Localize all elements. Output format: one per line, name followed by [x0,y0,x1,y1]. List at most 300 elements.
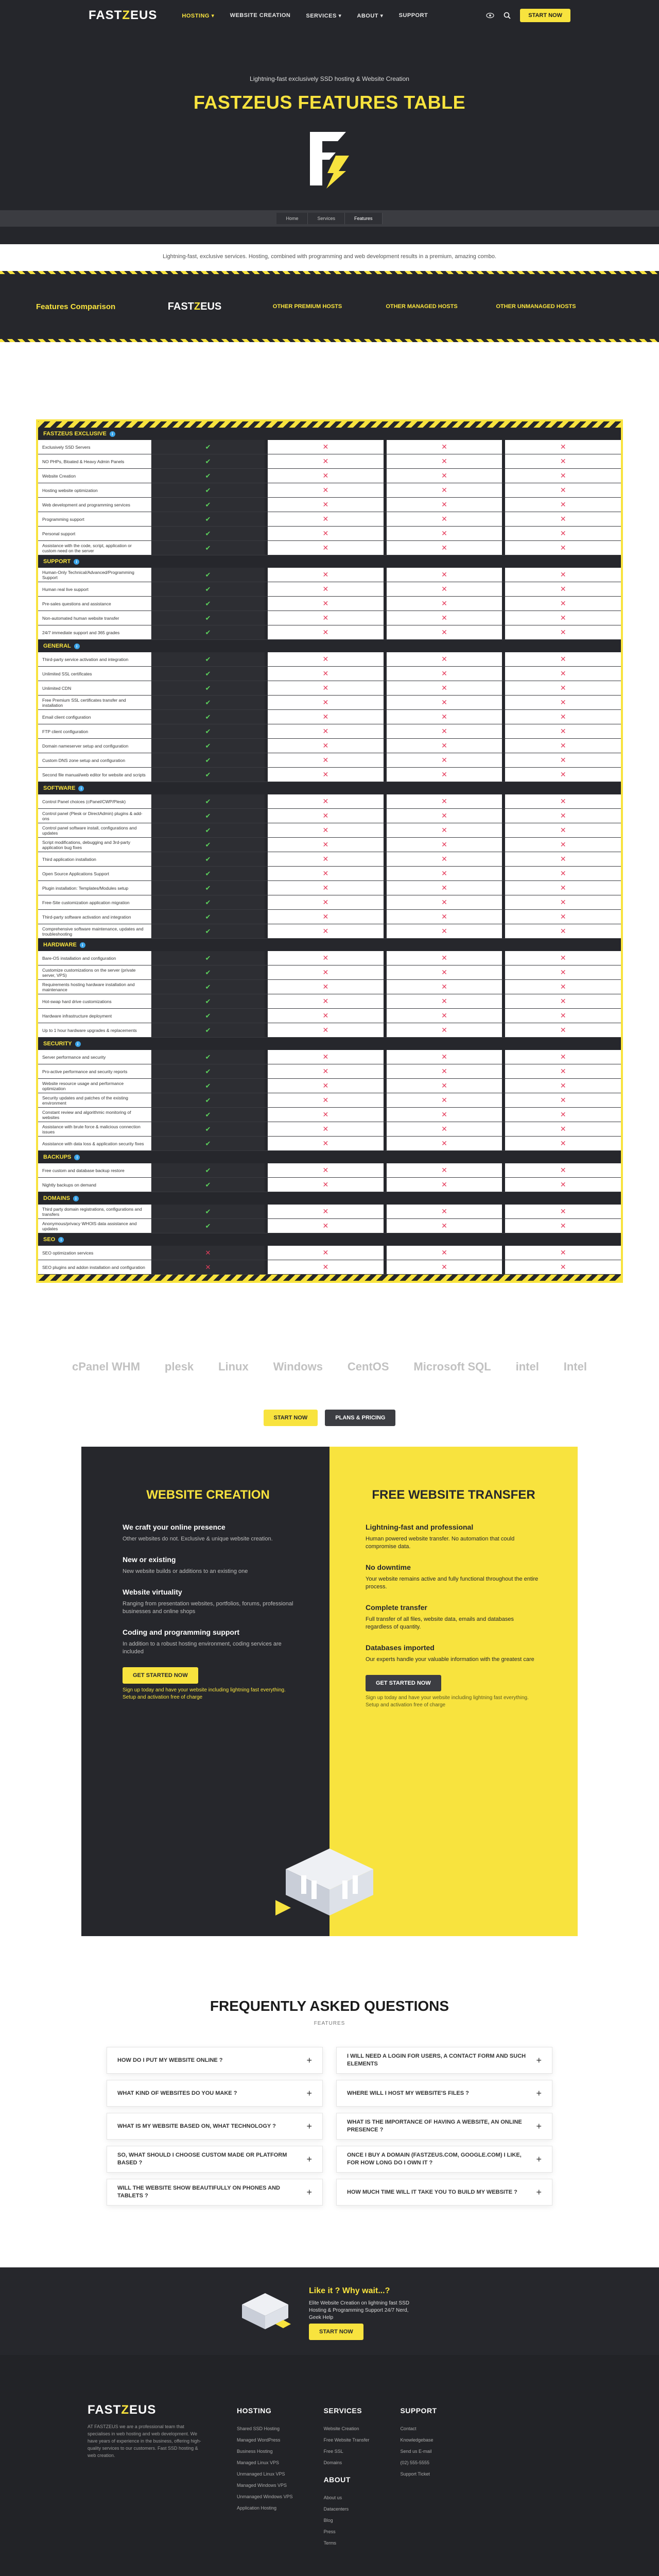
cross-icon: ✕ [502,1050,621,1064]
check-icon: ✔ [151,910,265,924]
feature-label: Third-party software activation and integration [38,910,151,924]
cross-icon: ✕ [384,965,502,979]
footer-link[interactable]: Send us E-mail [400,2449,432,2454]
cross-icon: ✕ [265,625,384,639]
check-icon: ✔ [151,541,265,555]
faq-item[interactable] [107,2113,323,2140]
table-hazard-top [38,421,621,428]
feature-label: Free custom and database backup restore [38,1163,151,1177]
cross-icon: ✕ [265,1093,384,1107]
section-title: DOMAINS [43,1195,70,1201]
feature-label: 24/7 immediate support and 365 grades [38,625,151,639]
info-icon[interactable]: i [80,942,85,948]
hero-title: FASTZEUS FEATURES TABLE [193,92,466,113]
breadcrumb-services[interactable]: Services [308,213,345,224]
feature-label: Third application installation [38,852,151,866]
feature-label: SEO plugins and addon installation and configuration [38,1260,151,1274]
cross-icon: ✕ [265,681,384,695]
feature-label: SEO optimization services [38,1246,151,1260]
feature-label: Free Premium SSL certificates transfer and installation [38,696,151,709]
table-row [38,1122,621,1137]
cross-icon: ✕ [384,794,502,808]
cross-icon: ✕ [502,527,621,540]
footer-link[interactable]: Domains [323,2460,342,2465]
cross-icon: ✕ [265,527,384,540]
table-row [38,498,621,512]
table-row [38,852,621,867]
cross-icon: ✕ [384,1246,502,1260]
cross-icon: ✕ [265,1178,384,1192]
cross-icon: ✕ [265,852,384,866]
menu-item-services[interactable]: SERVICES ▾ [306,12,342,19]
cross-icon: ✕ [502,924,621,938]
info-icon[interactable]: i [74,559,79,565]
creation-heading-4: Coding and programming support [123,1628,240,1636]
faq-item[interactable] [107,2080,323,2107]
breadcrumb-home[interactable]: Home [276,213,308,224]
section-header [38,1192,621,1205]
transfer-text-1: Human powered website transfer. No automation that could compromise data. [366,1536,515,1550]
cross-icon: ✕ [265,794,384,808]
cross-icon: ✕ [151,1260,265,1274]
faq-subtitle: FEATURES [314,2021,345,2026]
cross-icon: ✕ [265,469,384,483]
cross-icon: ✕ [384,809,502,823]
table-row [38,1108,621,1122]
cross-icon: ✕ [384,541,502,555]
cross-icon: ✕ [265,910,384,924]
section-header [38,1038,621,1050]
plus-icon[interactable]: + [536,2121,542,2131]
check-icon: ✔ [151,512,265,526]
table-row [38,597,621,611]
table-row [38,1079,621,1093]
cross-icon: ✕ [502,1163,621,1177]
cross-icon: ✕ [502,1219,621,1233]
section-title: SOFTWARE [43,785,76,791]
cross-icon: ✕ [502,454,621,468]
feature-label: Script modifications, debugging and 3rd-party application bug fixes [38,838,151,852]
section-header [38,939,621,951]
check-icon: ✔ [151,1064,265,1078]
cross-icon: ✕ [502,1178,621,1192]
check-icon: ✔ [151,895,265,909]
comparison-header [0,274,659,339]
feature-label: Human real live support [38,582,151,596]
feature-label: Customize customizations on the server (private server, VPS) [38,965,151,979]
cross-icon: ✕ [384,469,502,483]
footer-link[interactable]: Terms [323,2540,337,2546]
cross-icon: ✕ [265,710,384,724]
footer-link[interactable]: Shared SSD Hosting [237,2426,280,2431]
plus-icon[interactable]: + [306,2187,312,2197]
cross-icon: ✕ [265,994,384,1008]
faq-question: WHAT IS MY WEBSITE BASED ON, WHAT TECHNOLOGY ? [117,2123,276,2129]
transfer-get-started-button[interactable]: GET STARTED NOW [366,1675,441,1691]
table-row [38,1093,621,1108]
cross-icon: ✕ [502,597,621,611]
check-icon: ✔ [151,852,265,866]
footer-link[interactable]: (02) 555-5555 [400,2460,429,2465]
footer-link[interactable]: Contact [400,2426,417,2431]
cross-icon: ✕ [384,980,502,994]
cross-icon: ✕ [265,541,384,555]
start-now-button-2[interactable]: START NOW [264,1410,318,1426]
info-icon[interactable]: i [78,786,84,791]
cross-icon: ✕ [384,1009,502,1023]
faq-question: ONCE I BUY A DOMAIN (FASTZEUS.COM, GOOGLE.COM) I LIKE, FOR HOW LONG DO I OWN IT ? [347,2152,522,2166]
table-row [38,994,621,1009]
cta-title: Like it ? Why wait...? [309,2286,390,2295]
cross-icon: ✕ [265,568,384,582]
cross-icon: ✕ [502,696,621,709]
footer-link[interactable]: Business Hosting [237,2449,273,2454]
feature-label: Pro-active performance and security reports [38,1064,151,1078]
plus-icon[interactable]: + [536,2055,542,2065]
feature-label: Human-Only Technical/Advanced/Programming Support [38,568,151,582]
transfer-heading-1: Lightning-fast and professional [366,1523,474,1531]
table-body [38,428,621,1275]
check-icon: ✔ [151,1163,265,1177]
cross-icon: ✕ [502,739,621,753]
faq-item[interactable] [336,2179,552,2206]
plus-icon[interactable]: + [306,2055,312,2065]
check-icon: ✔ [151,809,265,823]
table-row [38,823,621,838]
footer-col-hosting [237,2406,293,2549]
table-row [38,1050,621,1064]
cross-icon: ✕ [502,881,621,895]
cross-icon: ✕ [265,1050,384,1064]
transfer-heading-4: Databases imported [366,1643,435,1652]
cross-icon: ✕ [384,611,502,625]
check-icon: ✔ [151,1108,265,1122]
table-row [38,512,621,527]
table-row [38,541,621,555]
cross-icon: ✕ [384,1163,502,1177]
cta-start-now-button[interactable]: START NOW [309,2324,363,2340]
cross-icon: ✕ [502,980,621,994]
cross-icon: ✕ [384,625,502,639]
cross-icon: ✕ [265,454,384,468]
cross-icon: ✕ [265,667,384,681]
table-row [38,652,621,667]
cta-content [309,2286,422,2336]
cross-icon: ✕ [265,1079,384,1093]
check-icon: ✔ [151,1009,265,1023]
info-icon[interactable]: i [75,1041,81,1047]
faq-item[interactable] [336,2113,552,2140]
check-icon: ✔ [151,696,265,709]
table-row [38,440,621,454]
feature-label: Assistance with data loss & application security fixes [38,1137,151,1150]
cross-icon: ✕ [265,597,384,611]
feature-label: Website resource usage and performance optimization [38,1079,151,1093]
check-icon: ✔ [151,597,265,611]
section-title: SUPPORT [43,558,71,565]
comparison-brand [139,301,250,313]
footer-link[interactable]: Free SSL [323,2449,343,2454]
cross-icon: ✕ [384,838,502,852]
start-now-button[interactable]: START NOW [520,9,570,22]
top-nav [0,0,659,31]
transfer-heading-3: Complete transfer [366,1603,427,1612]
table-row [38,794,621,809]
cross-icon: ✕ [265,768,384,782]
table-row [38,809,621,823]
cross-icon: ✕ [384,1050,502,1064]
info-icon[interactable]: i [58,1237,64,1243]
cross-icon: ✕ [502,1064,621,1078]
section-title: BACKUPS [43,1154,72,1160]
hazard-stripe-bottom [0,339,659,342]
table-row [38,1205,621,1219]
cross-icon: ✕ [502,611,621,625]
search-icon[interactable] [504,12,511,19]
eye-icon[interactable] [486,12,494,19]
footer-link[interactable]: Unmanaged Windows VPS [237,2494,293,2499]
footer-link[interactable]: About us [323,2495,342,2500]
cross-icon: ✕ [502,838,621,852]
table-row [38,469,621,483]
cross-icon: ✕ [502,1108,621,1122]
creation-transfer-panel [81,1447,578,1936]
cross-icon: ✕ [384,823,502,837]
footer-logo[interactable] [88,2403,206,2417]
faq-item[interactable] [336,2146,552,2173]
cross-icon: ✕ [265,1219,384,1233]
footer-link[interactable]: Datacenters [323,2506,349,2512]
cross-icon: ✕ [265,724,384,738]
transfer-text-2: Your website remains active and fully functional throughout the entire process. [366,1576,539,1590]
info-icon[interactable]: i [74,1155,80,1160]
cross-icon: ✕ [265,753,384,767]
check-icon: ✔ [151,469,265,483]
section-title: SECURITY [43,1041,72,1047]
cross-icon: ✕ [502,568,621,582]
footer-link[interactable]: Application Hosting [237,2505,277,2511]
cross-icon: ✕ [384,667,502,681]
cross-icon: ✕ [502,1260,621,1274]
faq-item[interactable] [336,2080,552,2107]
cross-icon: ✕ [265,1122,384,1136]
footer-link[interactable]: Support Ticket [400,2471,430,2477]
cross-icon: ✕ [502,965,621,979]
table-row [38,681,621,696]
table-row [38,1064,621,1079]
hero-subtitle: Lightning-fast exclusively SSD hosting & Website Creation [250,75,409,82]
table-row [38,1163,621,1178]
cross-icon: ✕ [502,512,621,526]
faq-item[interactable] [336,2047,552,2074]
features-table [36,419,623,1283]
faq-item[interactable] [107,2047,323,2074]
check-icon: ✔ [151,498,265,512]
cross-icon: ✕ [502,667,621,681]
cross-icon: ✕ [384,681,502,695]
section-header [38,555,621,568]
table-row [38,527,621,541]
cross-icon: ✕ [384,1122,502,1136]
cross-icon: ✕ [502,1079,621,1093]
table-row [38,910,621,924]
footer-link[interactable]: Free Website Transfer [323,2437,370,2443]
menu-item-website-creation[interactable]: WEBSITE CREATION [230,12,291,19]
intel-logo-2: Intel [563,1360,587,1373]
faq-title: FREQUENTLY ASKED QUESTIONS [210,1998,449,2014]
check-icon: ✔ [151,582,265,596]
section-header [38,428,621,440]
plus-icon[interactable]: + [306,2088,312,2098]
faq-item[interactable] [107,2146,323,2173]
brand-z: Z [194,300,201,312]
logo-part-z: Z [122,8,131,22]
cross-icon: ✕ [265,867,384,880]
check-icon: ✔ [151,652,265,666]
feature-label: Server performance and security [38,1050,151,1064]
check-icon: ✔ [151,980,265,994]
plus-icon[interactable]: + [536,2154,542,2164]
cross-icon: ✕ [265,582,384,596]
menu-item-about[interactable]: ABOUT ▾ [357,12,384,19]
check-icon: ✔ [151,681,265,695]
check-icon: ✔ [151,611,265,625]
feature-label: Non-automated human website transfer [38,611,151,625]
logo-buttons [0,1410,659,1426]
feature-label: FTP client configuration [38,724,151,738]
brand-b: EUS [200,300,222,312]
check-icon: ✔ [151,881,265,895]
footer-col-support [400,2406,437,2549]
plus-icon[interactable]: + [536,2187,542,2197]
footer-logo-b: EUS [129,2403,157,2417]
table-row [38,696,621,710]
check-icon: ✔ [151,965,265,979]
check-icon: ✔ [151,1178,265,1192]
feature-label: Hot-swap hard drive customizations [38,994,151,1008]
footer-link[interactable]: Press [323,2529,336,2534]
cross-icon: ✕ [502,1246,621,1260]
cross-icon: ✕ [384,951,502,965]
feature-label: Website Creation [38,469,151,483]
table-hazard-bottom [38,1275,621,1281]
footer-link[interactable]: Blog [323,2518,333,2523]
feature-label: Exclusively SSD Servers [38,440,151,454]
footer-link[interactable]: Managed Windows VPS [237,2483,287,2488]
check-icon: ✔ [151,753,265,767]
cross-icon: ✕ [265,512,384,526]
cross-icon: ✕ [265,739,384,753]
creation-text-1: Other websites do not. Exclusive & unique website creation. [123,1536,273,1542]
creation-get-started-button[interactable]: GET STARTED NOW [123,1667,198,1684]
cross-icon: ✕ [384,710,502,724]
feature-label: Hosting website optimization [38,483,151,497]
feature-label: Third-party service activation and integration [38,652,151,666]
cross-icon: ✕ [502,724,621,738]
table-row [38,980,621,994]
check-icon: ✔ [151,794,265,808]
check-icon: ✔ [151,625,265,639]
check-icon: ✔ [151,739,265,753]
feature-label: Control panel software install, configurations and updates [38,823,151,837]
check-icon: ✔ [151,1205,265,1218]
website-creation-title: WEBSITE CREATION [146,1488,270,1502]
transfer-heading-2: No downtime [366,1563,411,1571]
table-row [38,454,621,469]
table-row [38,1023,621,1038]
cross-icon: ✕ [265,1260,384,1274]
faq-item[interactable] [107,2179,323,2206]
info-icon[interactable]: i [110,431,115,437]
cross-icon: ✕ [265,1163,384,1177]
cross-icon: ✕ [265,965,384,979]
cross-icon: ✕ [384,568,502,582]
faq-question: HOW MUCH TIME WILL IT TAKE YOU TO BUILD MY WEBSITE ? [347,2189,517,2195]
table-row [38,1137,621,1151]
cross-icon: ✕ [265,881,384,895]
table-row [38,667,621,681]
footer-link[interactable]: Knowledgebase [400,2437,433,2443]
transfer-text-4: Our experts handle your valuable information with the greatest care [366,1656,534,1663]
info-icon[interactable]: i [73,1196,79,1201]
table-row [38,483,621,498]
feature-label: Second file manual/web editor for website and scripts [38,768,151,782]
footer-link[interactable]: Managed Linux VPS [237,2460,280,2465]
faq-question: WILL THE WEBSITE SHOW BEAUTIFULLY ON PHONES AND TABLETS ? [117,2185,280,2199]
cross-icon: ✕ [384,724,502,738]
plus-icon[interactable]: + [536,2088,542,2098]
datacenter-illustration [270,1838,389,1926]
plans-pricing-button[interactable]: PLANS & PRICING [325,1410,395,1426]
check-icon: ✔ [151,483,265,497]
menu-item-hosting[interactable]: HOSTING ▾ [182,12,215,19]
cross-icon: ✕ [384,1178,502,1192]
cross-icon: ✕ [502,852,621,866]
cross-icon: ✕ [384,910,502,924]
check-icon: ✔ [151,667,265,681]
cross-icon: ✕ [151,1246,265,1260]
check-icon: ✔ [151,768,265,782]
nav-icons [486,9,570,22]
footer-about-title: ABOUT [323,2476,351,2484]
menu-item-support[interactable]: SUPPORT [398,12,428,19]
feature-label: Up to 1 hour hardware upgrades & replacements [38,1023,151,1037]
section-header [38,1233,621,1246]
cross-icon: ✕ [384,527,502,540]
table-row [38,1178,621,1192]
table-row [38,753,621,768]
cross-icon: ✕ [384,1079,502,1093]
cross-icon: ✕ [384,483,502,497]
feature-label: Unlimited SSL certificates [38,667,151,681]
footer-link[interactable]: Website Creation [323,2426,359,2431]
footer-link[interactable]: Managed WordPress [237,2437,281,2443]
site-logo[interactable] [89,8,157,23]
check-icon: ✔ [151,1093,265,1107]
check-icon: ✔ [151,1122,265,1136]
cross-icon: ✕ [502,794,621,808]
info-icon[interactable]: i [74,643,80,649]
plus-icon[interactable]: + [306,2121,312,2131]
main-menu [182,12,428,19]
footer-link[interactable]: Unmanaged Linux VPS [237,2471,285,2477]
plus-icon[interactable]: + [306,2154,312,2164]
mssql-logo: Microsoft SQL [413,1360,491,1373]
table-row [38,838,621,852]
col-managed-hosts: OTHER MANAGED HOSTS [386,303,458,310]
brand-a: FAST [167,300,194,312]
linux-logo: Linux [218,1360,249,1373]
